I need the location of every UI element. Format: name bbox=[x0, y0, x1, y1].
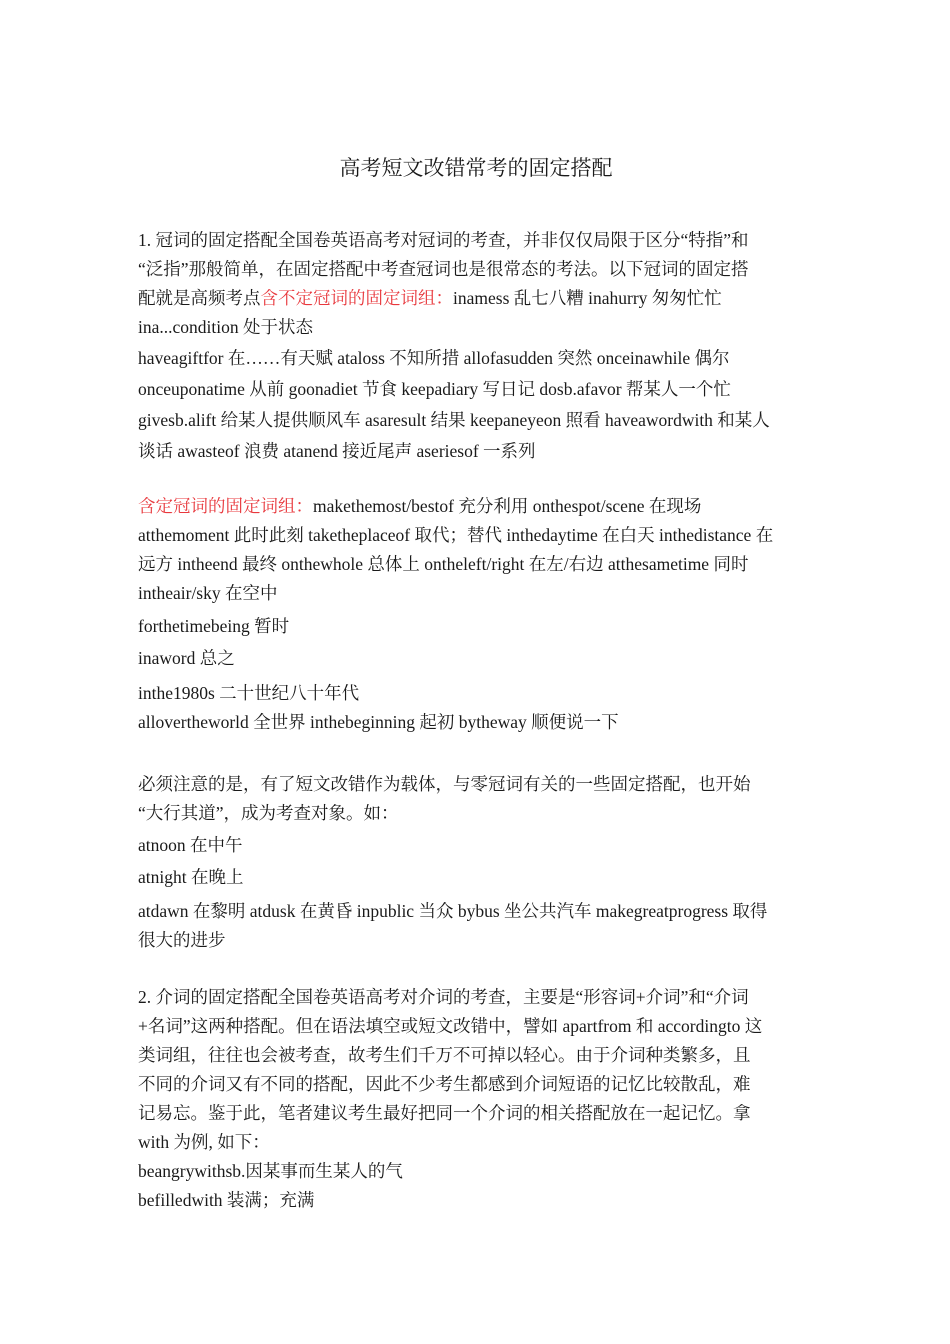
text-line: 类词组，往往也会被考查，故考生们千万不可掉以轻心。由于介词种类繁多，且 bbox=[138, 1045, 751, 1065]
text-line: allovertheworld 全世界 inthebeginning 起初 bytheway 顺便说一下 bbox=[138, 712, 619, 732]
text-line: inaword 总之 bbox=[138, 648, 235, 668]
text-line: 记易忘。鉴于此，笔者建议考生最好把同一个介词的相关搭配放在一起记忆。拿 bbox=[138, 1103, 751, 1123]
text-line bbox=[138, 284, 814, 313]
text-run: makethemost/bestof 充分利用 onthespot/scene 在现场 bbox=[313, 496, 702, 516]
text-line: +名词”这两种搭配。但在语法填空或短文改错中，譬如 apartfrom 和 accordingto 这 bbox=[138, 1016, 763, 1036]
text-line: 2. 介词的固定搭配全国卷英语高考对介词的考查，主要是“形容词+介词”和“介词 bbox=[138, 987, 749, 1007]
text-run: inamess 乱七八糟 inahurry 匆匆忙忙 bbox=[453, 288, 722, 308]
text-line: atnoon 在中午 bbox=[138, 835, 243, 855]
page-title: 高考短文改错常考的固定搭配 bbox=[339, 156, 613, 180]
text-line: 1. 冠词的固定搭配全国卷英语高考对冠词的考查，并非仅仅局限于区分“特指”和 bbox=[138, 230, 749, 250]
text-line: onceuponatime 从前 goonadiet 节食 keepadiary 写日记 dosb.afavor 帮某人一个忙 bbox=[138, 379, 731, 399]
text-line: 很大的进步 bbox=[138, 930, 226, 950]
text-run: 配就是高频考点 bbox=[138, 288, 261, 308]
text-line: with 为例, 如下： bbox=[138, 1132, 270, 1152]
text-line: haveagiftfor 在……有天赋 ataloss 不知所措 allofasudden 突然 onceinawhile 偶尔 bbox=[138, 348, 730, 368]
text-line: 不同的介词又有不同的搭配，因此不少考生都感到介词短语的记忆比较散乱，难 bbox=[138, 1074, 751, 1094]
highlight-heading: 含不定冠词的固定词组： bbox=[260, 288, 453, 308]
text-line: atthemoment 此时此刻 taketheplaceof 取代；替代 inthedaytime 在白天 inthedistance 在 bbox=[138, 525, 774, 545]
text-line: inthe1980s 二十世纪八十年代 bbox=[138, 683, 360, 703]
text-line: ina...condition 处于状态 bbox=[138, 317, 313, 337]
text-line: atnight 在晚上 bbox=[138, 867, 244, 887]
section-zero-article bbox=[138, 770, 814, 955]
section-articles-definite bbox=[138, 492, 814, 737]
highlight-heading: 含定冠词的固定词组： bbox=[138, 496, 313, 516]
text-line: befilledwith 装满；充满 bbox=[138, 1190, 315, 1210]
text-line: intheair/sky 在空中 bbox=[138, 583, 278, 603]
text-line: “大行其道”，成为考查对象。如： bbox=[138, 803, 399, 823]
text-line: forthetimebeing 暂时 bbox=[138, 616, 290, 636]
text-line: “泛指”那般简单，在固定搭配中考查冠词也是很常态的考法。以下冠词的固定搭 bbox=[138, 259, 749, 279]
section-prepositions bbox=[138, 983, 814, 1215]
text-line: 谈话 awasteof 浪费 atanend 接近尾声 aseriesof 一系列 bbox=[138, 441, 536, 461]
text-line: 远方 intheend 最终 onthewhole 总体上 ontheleft/right 在左/右边 atthesametime 同时 bbox=[138, 554, 749, 574]
text-line bbox=[138, 492, 814, 521]
text-line: beangrywithsb.因某事而生某人的气 bbox=[138, 1161, 403, 1181]
text-line: atdawn 在黎明 atdusk 在黄昏 inpublic 当众 bybus 坐公共汽车 makegreatprogress 取得 bbox=[138, 901, 768, 921]
section-articles-indefinite bbox=[138, 226, 814, 466]
text-line: givesb.alift 给某人提供顺风车 asaresult 结果 keepaneyeon 照看 haveawordwith 和某人 bbox=[138, 410, 770, 430]
text-line: 必须注意的是，有了短文改错作为载体，与零冠词有关的一些固定搭配，也开始 bbox=[138, 774, 751, 794]
